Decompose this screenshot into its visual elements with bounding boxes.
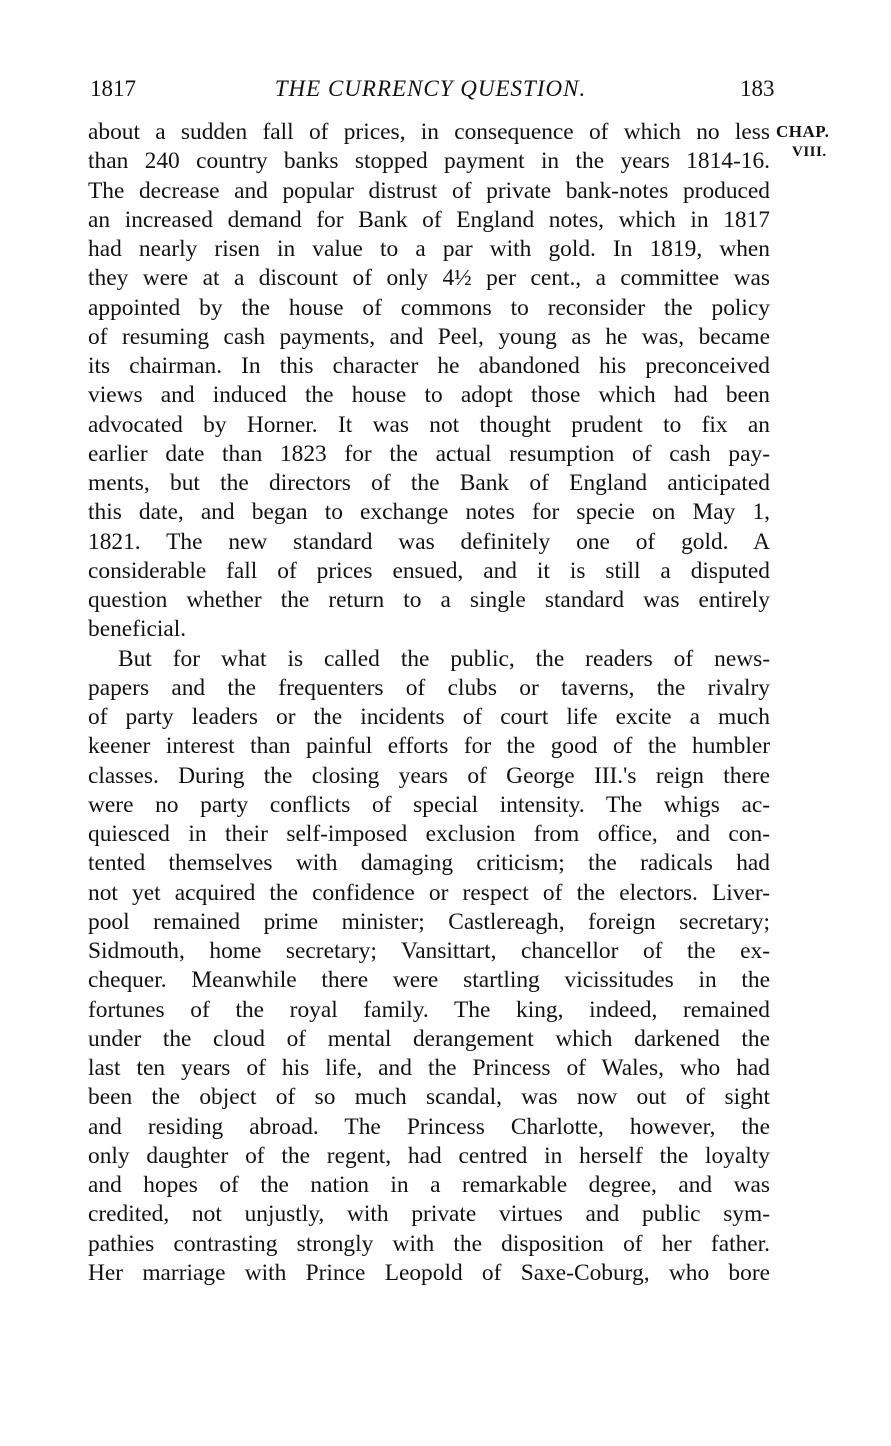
text-line: this date, and began to exchange notes for specie on May 1, xyxy=(88,499,770,526)
text-line: keener interest than painful efforts for the good of the humbler xyxy=(88,733,770,760)
text-line: classes. During the closing years of George III.'s reign there xyxy=(88,762,770,789)
margin-chapter-number: VIII. xyxy=(792,144,827,160)
text-line: only daughter of the regent, had centred in herself the loyalty xyxy=(88,1142,770,1169)
text-line: Her marriage with Prince Leopold of Saxe-Coburg, who bore xyxy=(88,1259,770,1286)
text-line: beneficial. xyxy=(88,616,187,643)
text-line: fortunes of the royal family. The king, indeed, remained xyxy=(88,996,770,1023)
text-line: quiesced in their self-imposed exclusion from office, and con- xyxy=(88,821,770,847)
text-line: under the cloud of mental derangement which darkened the xyxy=(88,1025,770,1052)
running-head-year: 1817 xyxy=(90,76,136,101)
text-line: Sidmouth, home secretary; Vansittart, chancellor of the ex- xyxy=(88,938,770,964)
text-line: its chairman. In this character he abandoned his preconceived xyxy=(88,353,770,379)
text-line: advocated by Horner. It was not thought prudent to fix an xyxy=(88,411,770,438)
text-line: chequer. Meanwhile there were startling vicissitudes in the xyxy=(88,967,770,994)
page-number: 183 xyxy=(740,76,775,101)
text-line: of party leaders or the incidents of court life excite a much xyxy=(88,704,770,730)
text-line: tented themselves with damaging criticism; the radicals had xyxy=(88,850,770,877)
running-head-title: THE CURRENCY QUESTION. xyxy=(274,76,587,101)
text-line: considerable fall of prices ensued, and it is still a disputed xyxy=(88,557,770,584)
text-line: appointed by the house of commons to reconsider the policy xyxy=(88,294,770,321)
text-line: But for what is called the public, the readers of news- xyxy=(118,645,770,672)
text-line: not yet acquired the confidence or respect of the electors. Liver- xyxy=(88,879,770,906)
body-text xyxy=(88,118,770,1288)
text-line: of resuming cash payments, and Peel, young as he was, became xyxy=(88,323,770,350)
text-line: views and induced the house to adopt those which had been xyxy=(88,382,770,409)
text-line: pathies contrasting strongly with the disposition of her father. xyxy=(88,1230,770,1257)
text-line: earlier date than 1823 for the actual resumption of cash pay- xyxy=(88,440,770,467)
text-line: had nearly risen in value to a par with gold. In 1819, when xyxy=(88,236,770,262)
text-line: they were at a discount of only 4½ per cent., a committee was xyxy=(88,265,770,292)
text-line: and hopes of the nation in a remarkable degree, and was xyxy=(88,1172,770,1198)
text-line: were no party conflicts of special intensity. The whigs ac- xyxy=(88,791,770,818)
text-line: 1821. The new standard was definitely one of gold. A xyxy=(88,528,770,555)
text-line: ments, but the directors of the Bank of England anticipated xyxy=(88,470,770,496)
text-line: than 240 country banks stopped payment in the years 1814-16. xyxy=(88,148,770,175)
text-line: last ten years of his life, and the Princess of Wales, who had xyxy=(88,1055,770,1081)
margin-chapter-label: CHAP. xyxy=(776,122,830,141)
text-line: credited, not unjustly, with private virtues and public sym- xyxy=(88,1201,770,1228)
text-line: about a sudden fall of prices, in consequence of which no less xyxy=(88,119,770,145)
text-line: pool remained prime minister; Castlereagh, foreign secretary; xyxy=(88,908,770,935)
text-line: papers and the frequenters of clubs or taverns, the rivalry xyxy=(88,674,770,701)
text-line: question whether the return to a single standard was entirely xyxy=(88,587,770,613)
text-line: and residing abroad. The Princess Charlotte, however, the xyxy=(88,1113,770,1140)
text-line: been the object of so much scandal, was now out of sight xyxy=(88,1084,770,1111)
text-line: an increased demand for Bank of England notes, which in 1817 xyxy=(88,206,770,233)
text-line: The decrease and popular distrust of private bank-notes produced xyxy=(88,177,770,204)
